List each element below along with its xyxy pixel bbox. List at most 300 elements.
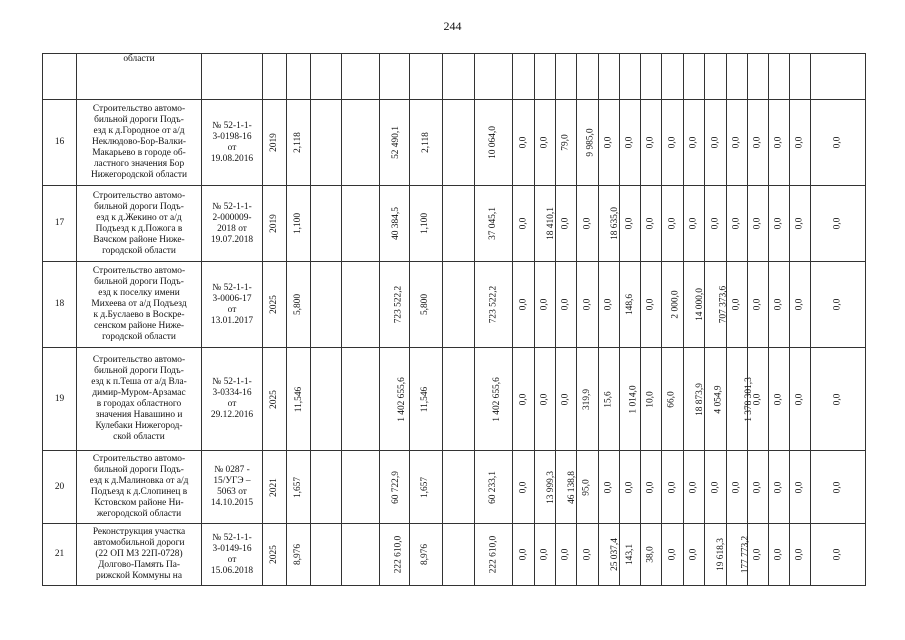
value-text: 0,0 xyxy=(794,548,805,561)
value-text: 38,0 xyxy=(645,546,656,563)
text-line: Кулебаки Нижегород- xyxy=(95,421,183,431)
text-line: рижской Коммуны на xyxy=(96,571,182,581)
text-line: № 0287 - xyxy=(214,465,250,475)
text-line: Кстовском районе Ни- xyxy=(94,498,184,508)
value-cell xyxy=(311,451,342,524)
value-text: 0,0 xyxy=(752,481,763,493)
value-text: 0,0 xyxy=(667,217,677,230)
value-text: 0,0 xyxy=(731,298,742,311)
value-text: 19 618,3 xyxy=(715,538,726,571)
value-cell xyxy=(748,262,769,348)
value-cell xyxy=(556,262,577,348)
value-cell xyxy=(577,262,599,348)
value-text: 60 722,9 xyxy=(390,470,401,504)
value-text: 0,0 xyxy=(603,481,614,493)
value-text: 177 773,2 xyxy=(740,535,751,574)
value-cell xyxy=(443,451,475,524)
value-cell xyxy=(380,451,410,524)
value-text: 143,1 xyxy=(625,543,636,566)
table-row xyxy=(43,186,866,262)
value-text: 0,0 xyxy=(710,136,720,149)
value-cell xyxy=(443,524,475,586)
text-line: 2-000009- xyxy=(212,212,252,223)
text-line: езд к поселку имени xyxy=(98,288,180,298)
value-text: 18 410,1 xyxy=(545,207,556,240)
value-text: 0,0 xyxy=(752,136,763,149)
value-text: 14 000,0 xyxy=(694,288,705,321)
value-cell xyxy=(263,100,287,186)
value-cell xyxy=(513,524,535,586)
row-number-cell: 21 xyxy=(43,524,77,586)
value-text: 0,0 xyxy=(832,481,843,493)
value-cell xyxy=(535,524,556,586)
value-text: 10 064,0 xyxy=(488,126,498,159)
value-cell xyxy=(475,262,513,348)
value-text: 0,0 xyxy=(752,393,763,405)
value-cell xyxy=(535,100,556,186)
object-name-cell xyxy=(77,348,202,451)
value-cell xyxy=(727,451,748,524)
value-text: 2025 xyxy=(269,295,279,314)
object-name-cell xyxy=(77,451,202,524)
value-text: 0,0 xyxy=(688,217,699,230)
value-cell xyxy=(287,524,311,586)
value-cell xyxy=(620,54,641,100)
table-row xyxy=(43,100,866,186)
value-text: 0,0 xyxy=(645,217,656,230)
table-row xyxy=(43,348,866,451)
value-text: 15,6 xyxy=(603,390,614,408)
value-text: 0,0 xyxy=(731,217,742,230)
value-text: 0,0 xyxy=(624,481,635,493)
value-cell xyxy=(410,54,443,100)
value-cell xyxy=(705,186,727,262)
value-text: 0,0 xyxy=(832,548,843,561)
value-cell xyxy=(443,186,475,262)
value-cell xyxy=(727,262,748,348)
value-cell xyxy=(475,100,513,186)
text-line: ластного значения Бор xyxy=(93,159,185,169)
value-cell xyxy=(475,348,513,451)
text-line: от xyxy=(227,554,237,565)
value-cell xyxy=(705,348,727,451)
value-text: 5,800 xyxy=(293,293,303,316)
value-text: 0,0 xyxy=(832,217,843,230)
value-cell xyxy=(556,348,577,451)
value-text: 0,0 xyxy=(794,298,805,311)
text-line: № 52-1-1- xyxy=(212,201,252,212)
value-cell xyxy=(535,451,556,524)
value-cell xyxy=(287,262,311,348)
text-line: области xyxy=(123,54,155,64)
table-row xyxy=(43,524,866,586)
value-text: 0,0 xyxy=(731,136,742,149)
row-number-cell: 18 xyxy=(43,262,77,348)
value-text: 0,0 xyxy=(794,481,805,493)
value-cell xyxy=(311,348,342,451)
value-text: 1,100 xyxy=(293,212,303,235)
object-name-cell xyxy=(77,262,202,348)
value-text: 66,0 xyxy=(667,390,677,408)
text-line: № 52-1-1- xyxy=(212,282,252,293)
value-cell xyxy=(662,348,684,451)
text-line: бильной дороги Подъ- xyxy=(94,465,184,475)
value-cell xyxy=(662,524,684,586)
value-cell xyxy=(790,262,811,348)
value-cell xyxy=(641,524,662,586)
value-text: 0,0 xyxy=(794,393,805,405)
value-text: 0,0 xyxy=(773,393,784,405)
text-line: езд к п.Теша от а/д Вла- xyxy=(91,377,187,387)
value-cell xyxy=(705,54,727,100)
value-cell xyxy=(311,54,342,100)
text-line: 5063 от xyxy=(217,487,247,497)
row-number-cell: 16 xyxy=(43,100,77,186)
value-cell xyxy=(535,186,556,262)
value-text: 1 402 655,6 xyxy=(396,376,407,422)
value-cell xyxy=(342,348,380,451)
text-line: 19.08.2016 xyxy=(210,153,254,164)
value-cell xyxy=(342,100,380,186)
value-cell xyxy=(513,262,535,348)
value-cell xyxy=(287,451,311,524)
value-cell xyxy=(811,186,866,262)
text-line: автомобильной дороги xyxy=(93,538,185,548)
value-text: 52 490,1 xyxy=(390,126,401,159)
value-cell xyxy=(513,100,535,186)
text-line: 3-0334-16 xyxy=(212,388,252,398)
value-cell xyxy=(620,262,641,348)
value-text: 0,0 xyxy=(752,548,763,561)
value-cell xyxy=(475,54,513,100)
value-text: 723 522,2 xyxy=(393,285,404,324)
value-text: 1 402 655,6 xyxy=(491,376,502,422)
value-text: 0,0 xyxy=(752,298,763,311)
table-row xyxy=(43,262,866,348)
value-cell xyxy=(684,186,705,262)
value-cell xyxy=(620,100,641,186)
text-line: Макарьево в городе об- xyxy=(92,148,186,158)
value-cell xyxy=(380,524,410,586)
value-text: 0,0 xyxy=(773,217,784,230)
row-number-cell: 17 xyxy=(43,186,77,262)
value-text: 25 037,4 xyxy=(609,538,620,571)
value-cell xyxy=(311,186,342,262)
value-text: 18 635,0 xyxy=(609,207,620,240)
value-cell xyxy=(380,186,410,262)
text-line: 3-0006-17 xyxy=(212,293,252,304)
value-text: 40 384,5 xyxy=(390,207,401,240)
value-text: 1 014,0 xyxy=(628,384,639,414)
text-line: от xyxy=(227,142,237,153)
text-line: езд к д.Жекино от а/д xyxy=(96,212,182,223)
value-cell xyxy=(599,262,620,348)
text-line: димир-Муром-Арзамас xyxy=(92,388,186,398)
value-cell xyxy=(475,524,513,586)
value-text: 9 985,0 xyxy=(585,128,596,157)
value-text: 46 138,8 xyxy=(566,470,577,504)
value-cell xyxy=(811,262,866,348)
value-cell xyxy=(513,348,535,451)
value-cell xyxy=(577,186,599,262)
value-cell xyxy=(769,451,790,524)
value-cell xyxy=(535,262,556,348)
value-cell xyxy=(748,54,769,100)
value-cell xyxy=(577,524,599,586)
value-cell xyxy=(811,348,866,451)
value-cell xyxy=(620,186,641,262)
value-cell xyxy=(748,451,769,524)
value-text: 0,0 xyxy=(518,548,528,561)
value-cell xyxy=(705,100,727,186)
value-text: 95,0 xyxy=(582,478,592,496)
value-text: 0,0 xyxy=(773,298,784,311)
value-cell xyxy=(641,54,662,100)
value-cell xyxy=(811,54,866,100)
value-cell xyxy=(311,100,342,186)
value-text: 2021 xyxy=(269,477,279,497)
value-cell xyxy=(620,348,641,451)
value-cell xyxy=(790,524,811,586)
text-line: жегородской области xyxy=(96,509,182,519)
value-text: 13 999,3 xyxy=(545,470,556,504)
value-cell xyxy=(287,100,311,186)
value-cell xyxy=(513,186,535,262)
object-name-cell xyxy=(77,524,202,586)
table-row xyxy=(43,451,866,524)
page-number: 244 xyxy=(443,19,462,33)
text-line: № 52-1-1- xyxy=(212,532,252,543)
value-cell xyxy=(727,524,751,586)
value-text: 60 233,1 xyxy=(488,470,498,504)
value-cell xyxy=(727,100,748,186)
value-cell xyxy=(769,524,790,586)
value-text: 2019 xyxy=(269,214,279,233)
text-line: в городах областного xyxy=(96,399,182,409)
value-text: 0,0 xyxy=(539,298,550,311)
text-line: 15/УГЭ – xyxy=(213,476,251,486)
value-text: 0,0 xyxy=(645,481,656,493)
expertise-doc-cell xyxy=(202,262,263,348)
text-line: 13.01.2017 xyxy=(210,315,254,326)
value-cell xyxy=(556,451,577,524)
value-text: 2,118 xyxy=(420,132,431,153)
value-cell xyxy=(263,262,287,348)
expertise-doc-cell xyxy=(202,451,263,524)
value-cell xyxy=(599,186,620,262)
text-line: (22 ОП МЗ 22П-0728) xyxy=(95,549,183,559)
value-cell xyxy=(684,348,705,451)
value-text: 5,800 xyxy=(420,293,431,316)
value-cell xyxy=(620,451,641,524)
value-text: 0,0 xyxy=(518,298,528,311)
text-line: 29.12.2016 xyxy=(210,410,254,420)
value-cell xyxy=(662,451,684,524)
value-cell xyxy=(342,524,380,586)
text-line: Строительство автомо- xyxy=(92,104,186,114)
text-line: значения Навашино и xyxy=(95,410,183,420)
value-cell xyxy=(513,451,535,524)
value-cell xyxy=(342,186,380,262)
value-cell xyxy=(556,100,577,186)
value-text: 0,0 xyxy=(582,548,592,561)
value-cell xyxy=(287,186,311,262)
text-line: езд к д.Городное от а/д xyxy=(93,126,185,136)
row-number-cell: 20 xyxy=(43,451,77,524)
value-text: 0,0 xyxy=(667,548,677,561)
value-text: 2025 xyxy=(269,389,279,409)
text-line: 19.07.2018 xyxy=(210,234,254,245)
value-cell xyxy=(556,186,577,262)
value-text: 0,0 xyxy=(773,548,784,561)
table-row-continuation xyxy=(43,54,866,100)
value-cell xyxy=(410,100,443,186)
value-cell xyxy=(705,524,727,586)
value-cell xyxy=(769,100,790,186)
text-line: бильной дороги Подъ- xyxy=(94,277,184,287)
value-text: 1,657 xyxy=(293,476,303,498)
value-cell xyxy=(342,451,380,524)
value-cell xyxy=(535,348,556,451)
value-text: 2025 xyxy=(269,545,279,564)
value-cell xyxy=(727,186,748,262)
value-text: 0,0 xyxy=(560,548,571,561)
value-cell xyxy=(311,262,342,348)
value-text: 10,0 xyxy=(645,390,656,408)
value-cell xyxy=(577,54,599,100)
text-line: Подъезд к д.Слопинец в xyxy=(90,487,188,497)
value-text: 0,0 xyxy=(518,217,528,230)
value-cell xyxy=(790,186,811,262)
text-line: бильной дороги Подъ- xyxy=(94,201,184,212)
row-number-cell: 19 xyxy=(43,348,77,451)
value-text: 4 054,9 xyxy=(713,384,724,414)
value-text: 0,0 xyxy=(518,393,528,405)
value-cell xyxy=(263,54,287,100)
value-text: 0,0 xyxy=(832,393,843,405)
value-cell xyxy=(641,186,662,262)
value-cell xyxy=(769,54,790,100)
value-text: 0,0 xyxy=(710,481,720,493)
value-cell xyxy=(287,348,311,451)
value-cell xyxy=(811,524,866,586)
text-line: 2018 от xyxy=(217,223,247,234)
value-text: 0,0 xyxy=(688,548,699,561)
value-cell xyxy=(641,262,662,348)
expertise-doc-cell xyxy=(202,348,263,451)
value-cell xyxy=(287,54,311,100)
value-cell xyxy=(380,262,410,348)
value-cell xyxy=(475,451,513,524)
value-text: 0,0 xyxy=(667,136,677,149)
value-text: 0,0 xyxy=(560,298,571,311)
value-text: 707 373,6 xyxy=(718,285,729,324)
text-line: 15.06.2018 xyxy=(210,565,254,576)
value-cell xyxy=(556,524,577,586)
value-text: 0,0 xyxy=(539,136,550,149)
value-cell xyxy=(684,54,705,100)
value-text: 0,0 xyxy=(518,481,528,493)
value-cell xyxy=(535,54,556,100)
value-text: 148,6 xyxy=(625,293,636,316)
value-text: 1,100 xyxy=(420,212,431,235)
value-text: 0,0 xyxy=(539,393,550,405)
value-text: 0,0 xyxy=(518,136,528,149)
value-cell xyxy=(577,100,599,186)
value-cell xyxy=(311,524,342,586)
value-text: 18 873,9 xyxy=(694,382,705,416)
object-name-cell xyxy=(77,186,202,262)
value-text: 0,0 xyxy=(645,298,656,311)
value-text: 8,976 xyxy=(293,543,303,566)
text-line: от xyxy=(227,304,237,315)
value-text: 37 045,1 xyxy=(488,207,498,240)
row-number-cell xyxy=(43,54,77,100)
value-cell xyxy=(380,54,410,100)
value-cell xyxy=(410,524,443,586)
value-cell xyxy=(620,524,641,586)
value-cell xyxy=(684,451,705,524)
value-text: 0,0 xyxy=(645,136,656,149)
value-cell xyxy=(811,451,866,524)
value-cell xyxy=(790,348,811,451)
value-text: 0,0 xyxy=(752,217,763,230)
value-cell xyxy=(769,348,790,451)
value-cell xyxy=(599,348,620,451)
value-cell xyxy=(684,524,705,586)
text-line: Неклюдово-Бор-Валки- xyxy=(91,137,187,147)
value-cell xyxy=(599,524,620,586)
value-cell xyxy=(748,186,769,262)
value-text: 0,0 xyxy=(710,217,720,230)
object-name-cell xyxy=(77,54,202,100)
value-cell xyxy=(599,54,620,100)
text-line: бильной дороги Подъ- xyxy=(94,115,184,125)
value-text: 0,0 xyxy=(624,136,635,149)
value-text: 0,0 xyxy=(539,548,550,561)
budget-table xyxy=(42,53,866,586)
value-cell xyxy=(263,348,287,451)
value-text: 222 610,0 xyxy=(488,535,499,574)
text-line: Нижегородской области xyxy=(90,170,188,180)
value-text: 0,0 xyxy=(688,136,699,149)
expertise-doc-cell xyxy=(202,100,263,186)
text-line: Строительство автомо- xyxy=(92,190,186,201)
value-text: 0,0 xyxy=(832,136,843,149)
value-cell xyxy=(263,186,287,262)
object-name-cell xyxy=(77,100,202,186)
value-cell xyxy=(790,100,811,186)
value-cell xyxy=(662,100,684,186)
value-cell xyxy=(727,348,754,451)
value-cell xyxy=(811,100,866,186)
text-line: № 52-1-1- xyxy=(212,120,252,131)
value-cell xyxy=(475,186,513,262)
value-text: 0,0 xyxy=(731,481,742,493)
text-line: ской области xyxy=(113,432,165,442)
value-cell xyxy=(790,54,811,100)
text-line: Строительство автомо- xyxy=(92,355,186,365)
value-cell xyxy=(342,54,380,100)
value-text: 1,657 xyxy=(420,476,431,498)
value-text: 0,0 xyxy=(603,298,614,311)
value-text: 0,0 xyxy=(560,393,571,405)
value-text: 0,0 xyxy=(794,217,805,230)
value-text: 8,976 xyxy=(420,543,431,566)
value-text: 319,9 xyxy=(582,388,593,410)
value-cell xyxy=(577,451,599,524)
value-text: 79,0 xyxy=(560,134,571,151)
